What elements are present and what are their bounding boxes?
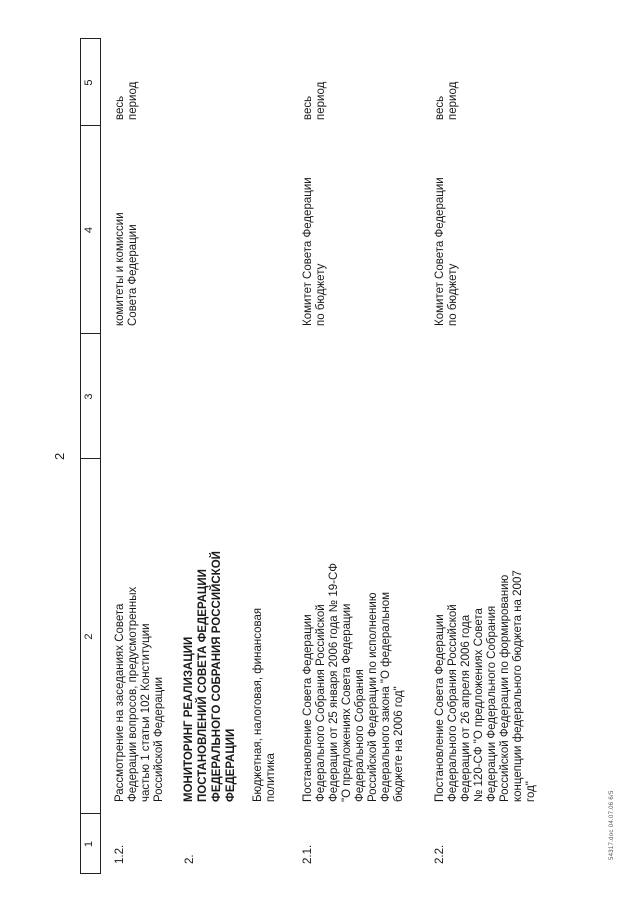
row-text: Постановление Совета Федерации Федерального Собрания Российской Федерации от 26 апреля 2006 года № 120-СФ "О предложениях Совета Федерации Федерального Собрания Российской Федерации по формированию концепции федерального бюджета на 2007 год" xyxy=(434,570,537,802)
row-text: Рассмотрение на заседаниях Совета Федерации вопросов, предусмотренных частью 1 статьи 102 Конституции Российской Федерации xyxy=(114,586,165,802)
row-number: 2.1. xyxy=(302,844,314,864)
row-text: Постановление Совета Федерации Федерального Собрания Российской Федерации от 25 января 2006 года № 19-СФ "О предложениях Совета Федерации Федерального Собрания Российской Федерации по исполнению Федерального закона "О федеральном бюджете на 2006 год" xyxy=(302,562,405,802)
section-number: 2. xyxy=(184,854,196,864)
row-number: 2.2. xyxy=(434,844,446,864)
table-top-border xyxy=(80,38,81,874)
column-number-2: 2 xyxy=(83,633,95,640)
row-responsible: Комитет Совета Федерации по бюджету xyxy=(302,177,327,326)
header-bottom-border xyxy=(100,38,101,874)
section-heading: МОНИТОРИНГ РЕАЛИЗАЦИИ ПОСТАНОВЛЕНИЙ СОВЕТА ФЕДЕРАЦИИ ФЕДЕРАЛЬНОГО СОБРАНИЯ РОССИЙСКОЙ ФЕДЕРАЦИИ xyxy=(183,551,237,802)
row-responsible: комитеты и комиссии Совета Федерации xyxy=(114,212,139,326)
row-period: весь период xyxy=(114,81,139,120)
page-number: 2 xyxy=(52,452,67,460)
column-number-4: 4 xyxy=(83,226,95,234)
row-number: 1.2. xyxy=(114,844,126,864)
column-number-3: 3 xyxy=(83,393,95,400)
row-period: весь период xyxy=(302,81,327,120)
row-period: весь период xyxy=(434,81,459,120)
row-responsible: Комитет Совета Федерации по бюджету xyxy=(434,177,459,326)
column-number-1: 1 xyxy=(83,840,95,848)
section-subheading: Бюджетная, налоговая, финансовая политика xyxy=(252,607,277,802)
plan-table xyxy=(80,38,600,874)
document-code: 54317.doc 04.07.06 6/5 xyxy=(609,790,615,860)
column-number-5: 5 xyxy=(83,79,95,86)
